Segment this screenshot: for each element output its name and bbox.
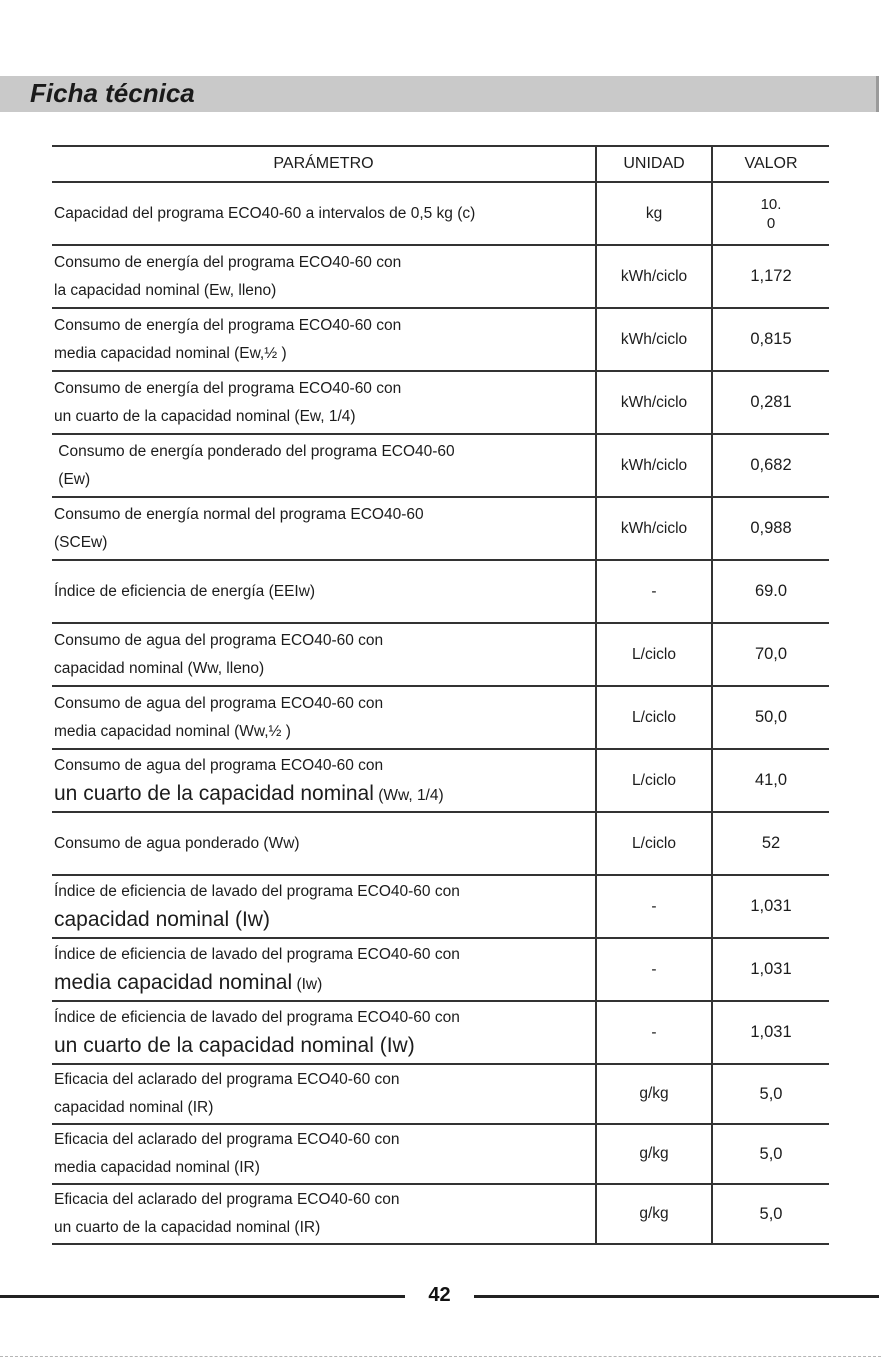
value-cell: 41,0 (712, 749, 829, 812)
value-cell: 1,031 (712, 938, 829, 1001)
parameter-cell (52, 812, 596, 875)
value-cell: 0,281 (712, 371, 829, 434)
value-cell: 50,0 (712, 686, 829, 749)
table-row (52, 875, 829, 938)
parameter-text: Índice de eficiencia de lavado del programa ECO40-60 con (54, 945, 460, 963)
table-row (52, 560, 829, 623)
parameter-text-large: capacidad nominal (Iw) (54, 907, 270, 931)
table-header-row (52, 146, 829, 182)
parameter-text: Índice de eficiencia de lavado del programa ECO40-60 con (54, 1008, 460, 1026)
section-title-bar (0, 76, 879, 112)
unit-cell: kWh/ciclo (596, 497, 712, 560)
unit-cell: kWh/ciclo (596, 245, 712, 308)
footer-rule-left (0, 1295, 405, 1298)
parameter-text: Consumo de energía del programa ECO40-60 con (54, 379, 402, 397)
unit-cell: - (596, 560, 712, 623)
unit-cell: - (596, 1001, 712, 1064)
parameter-text: Capacidad del programa ECO40-60 a intervalos de 0,5 kg (c) (54, 204, 476, 222)
value-cell: 0,988 (712, 497, 829, 560)
parameter-text-continued: un cuarto de la capacidad nominal (IR) (54, 1219, 321, 1236)
parameter-cell (52, 1124, 596, 1184)
parameter-text-continued: la capacidad nominal (Ew, lleno) (54, 281, 277, 299)
section-title: Ficha técnica (30, 78, 195, 108)
unit-cell: kg (596, 182, 712, 245)
parameter-cell (52, 623, 596, 686)
table-row (52, 623, 829, 686)
parameter-cell (52, 497, 596, 560)
parameter-text-continued: media capacidad nominal (Ww,½ ) (54, 722, 291, 740)
value-cell: 1,031 (712, 1001, 829, 1064)
value-cell: 0,815 (712, 308, 829, 371)
table-row (52, 1124, 829, 1184)
parameter-text: Consumo de agua del programa ECO40-60 con (54, 631, 384, 649)
column-header-parameter: PARÁMETRO (52, 146, 596, 182)
unit-cell: L/ciclo (596, 686, 712, 749)
value-cell: 5,0 (712, 1064, 829, 1124)
table-row (52, 1001, 829, 1064)
table-row (52, 1184, 829, 1244)
parameter-text-large: media capacidad nominal (54, 970, 293, 994)
footer-rule-right (474, 1295, 879, 1298)
parameter-text-suffix: (Ww, 1/4) (373, 786, 444, 804)
unit-cell: g/kg (596, 1124, 712, 1184)
parameter-text-continued: media capacidad nominal (Ew,½ ) (54, 344, 287, 362)
unit-cell: L/ciclo (596, 749, 712, 812)
value-cell: 1,031 (712, 875, 829, 938)
parameter-cell (52, 749, 596, 812)
table-row (52, 371, 829, 434)
parameter-text: Consumo de energía del programa ECO40-60 con (54, 316, 402, 334)
table-row (52, 308, 829, 371)
parameter-cell (52, 308, 596, 371)
parameter-cell (52, 1064, 596, 1124)
parameter-text: Índice de eficiencia de energía (EEIw) (54, 582, 316, 600)
parameter-cell (52, 434, 596, 497)
unit-cell: kWh/ciclo (596, 434, 712, 497)
parameter-cell (52, 938, 596, 1001)
unit-cell: - (596, 938, 712, 1001)
column-header-unit: UNIDAD (596, 146, 712, 182)
parameter-text-continued: capacidad nominal (IR) (54, 1099, 214, 1116)
parameter-text: Eficacia del aclarado del programa ECO40-60 con (54, 1071, 400, 1088)
page-number: 42 (428, 1284, 451, 1306)
parameter-text: Consumo de agua del programa ECO40-60 con (54, 756, 384, 774)
table-row (52, 1064, 829, 1124)
table-row (52, 245, 829, 308)
table-row (52, 182, 829, 245)
parameter-cell (52, 560, 596, 623)
value-text-continued: 0 (766, 214, 776, 232)
parameter-cell (52, 875, 596, 938)
unit-cell: kWh/ciclo (596, 371, 712, 434)
unit-cell: g/kg (596, 1184, 712, 1244)
value-text: 10. (760, 195, 782, 213)
unit-cell: L/ciclo (596, 812, 712, 875)
parameter-text: Consumo de energía normal del programa ECO40-60 (54, 505, 424, 523)
column-header-value: VALOR (712, 146, 829, 182)
value-cell: 69.0 (712, 560, 829, 623)
parameter-text-large: un cuarto de la capacidad nominal (Iw) (54, 1033, 415, 1057)
unit-cell: g/kg (596, 1064, 712, 1124)
parameter-text: Eficacia del aclarado del programa ECO40-60 con (54, 1131, 400, 1148)
parameter-text: Consumo de energía ponderado del programa ECO40-60 (54, 442, 455, 460)
parameter-text-suffix: (Iw) (292, 975, 323, 993)
unit-cell: - (596, 875, 712, 938)
value-cell: 1,172 (712, 245, 829, 308)
table-row (52, 686, 829, 749)
parameter-text-continued: media capacidad nominal (IR) (54, 1159, 260, 1176)
spec-table (52, 145, 829, 1245)
title-bar-edge (876, 76, 879, 112)
unit-cell: kWh/ciclo (596, 308, 712, 371)
parameter-text-continued: (SCEw) (54, 533, 108, 551)
value-cell: 0,682 (712, 434, 829, 497)
value-cell: 70,0 (712, 623, 829, 686)
table-row (52, 434, 829, 497)
parameter-cell (52, 1184, 596, 1244)
parameter-text: Índice de eficiencia de lavado del programa ECO40-60 con (54, 882, 460, 900)
parameter-text: Consumo de agua ponderado (Ww) (54, 834, 300, 852)
value-cell (712, 182, 829, 245)
value-cell: 5,0 (712, 1124, 829, 1184)
parameter-cell (52, 245, 596, 308)
value-cell: 5,0 (712, 1184, 829, 1244)
parameter-cell (52, 182, 596, 245)
table-row (52, 497, 829, 560)
unit-cell: L/ciclo (596, 623, 712, 686)
parameter-text: Consumo de energía del programa ECO40-60 con (54, 253, 402, 271)
table-row (52, 749, 829, 812)
parameter-cell (52, 371, 596, 434)
bottom-divider (0, 1356, 881, 1357)
parameter-text: Consumo de agua del programa ECO40-60 con (54, 694, 384, 712)
parameter-text-continued: capacidad nominal (Ww, lleno) (54, 659, 265, 677)
parameter-text-continued: (Ew) (54, 470, 91, 488)
value-cell: 52 (712, 812, 829, 875)
parameter-cell (52, 686, 596, 749)
table-row (52, 938, 829, 1001)
parameter-text-large: un cuarto de la capacidad nominal (54, 781, 374, 805)
parameter-text-continued: un cuarto de la capacidad nominal (Ew, 1/4) (54, 407, 356, 425)
parameter-cell (52, 1001, 596, 1064)
parameter-text: Eficacia del aclarado del programa ECO40-60 con (54, 1191, 400, 1208)
table-row (52, 812, 829, 875)
